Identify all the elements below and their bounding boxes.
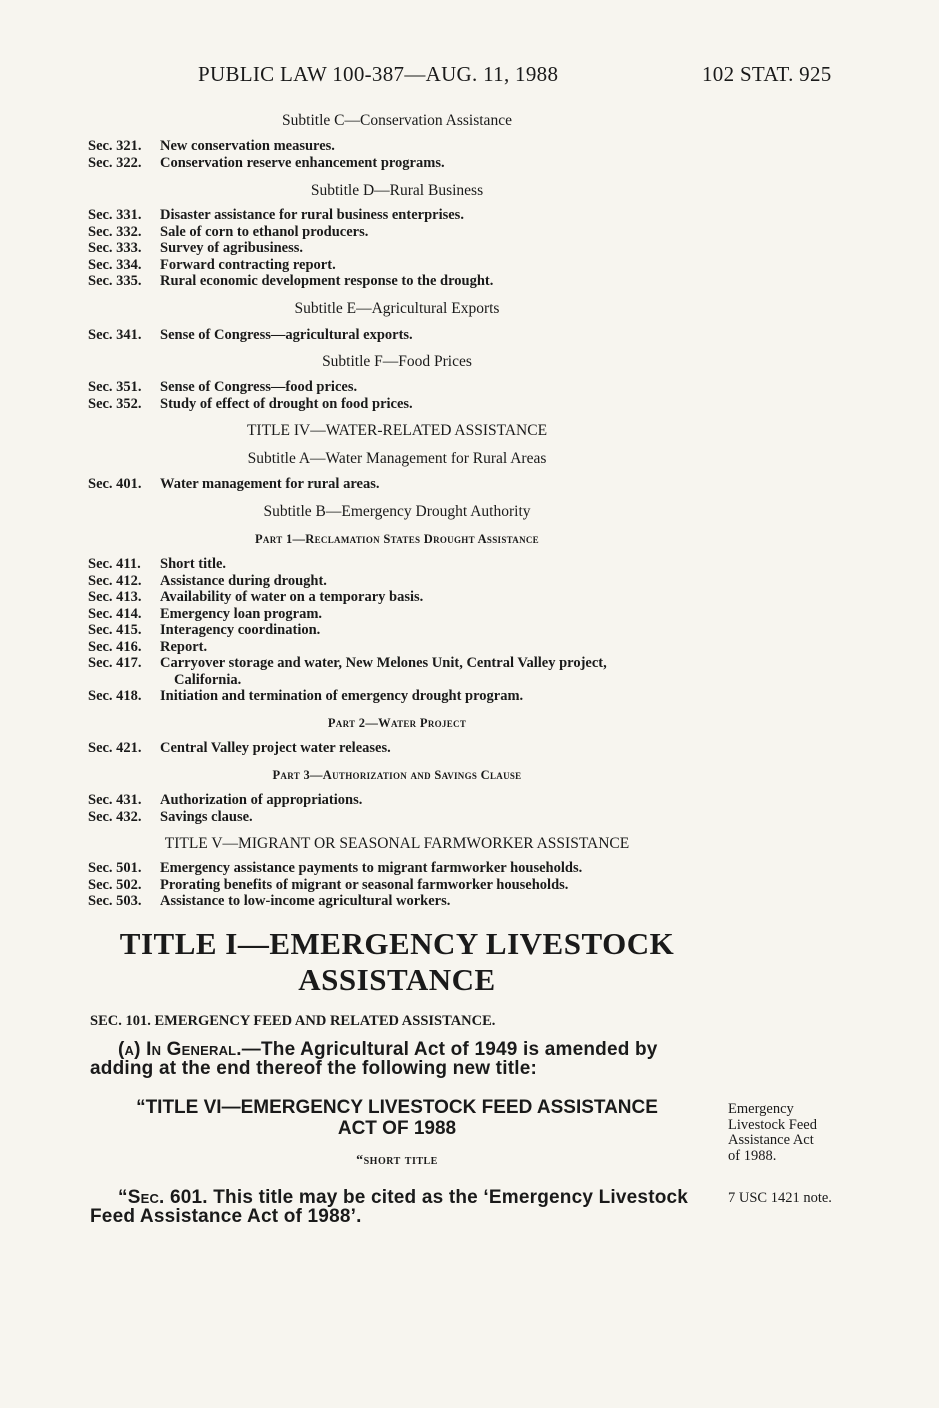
title-vi-heading [90, 1097, 704, 1139]
section-101-heading: SEC. 101. EMERGENCY FEED AND RELATED ASSISTANCE. [90, 1013, 496, 1029]
part-1-list [88, 556, 607, 705]
toc-item: Sec. 412. Assistance during drought. [88, 572, 327, 589]
margin-note-line: Emergency [728, 1101, 794, 1117]
section-601-label: “Sec. [118, 1187, 165, 1208]
title-iv-heading: TITLE IV—WATER-RELATED ASSISTANCE [246, 422, 548, 439]
title-i-line-1: TITLE I—EMERGENCY LIVESTOCK [119, 926, 675, 961]
page-number: 102 STAT. 925 [702, 62, 832, 86]
subtitle-e-list [88, 327, 413, 344]
toc-item: Sec. 431. Authorization of appropriations. [88, 792, 363, 808]
section-601 [90, 1188, 700, 1226]
subtitle-f-list [88, 379, 413, 412]
toc-item: Sec. 351. Sense of Congress—food prices. [88, 379, 358, 395]
toc-item: Sec. 341. Sense of Congress—agricultural exports. [88, 327, 413, 343]
toc-item: Sec. 331. Disaster assistance for rural business enterprises. [88, 207, 464, 223]
title-v-list [88, 860, 582, 910]
toc-item: Sec. 334. Forward contracting report. [88, 256, 336, 273]
toc-item: Sec. 335. Rural economic development response to the drought. [88, 273, 494, 289]
toc-item: Sec. 432. Savings clause. [88, 808, 253, 825]
part-3-heading: Part 3—Authorization and Savings Clause [272, 768, 522, 782]
margin-note-line: Livestock Feed [728, 1116, 817, 1133]
toc-item: Sec. 503. Assistance to low-income agricultural workers. [88, 893, 451, 909]
title-vi-line-1: “TITLE VI—EMERGENCY LIVESTOCK FEED ASSISTANCE [136, 1097, 658, 1118]
title-i-line-2: ASSISTANCE [298, 962, 496, 997]
toc-item: Sec. 415. Interagency coordination. [88, 622, 321, 638]
toc-item: Sec. 411. Short title. [88, 556, 227, 572]
title-vi-line-2: ACT OF 1988 [337, 1118, 457, 1139]
paragraph-a [90, 1040, 710, 1078]
toc-item: Sec. 418. Initiation and termination of emergency drought program. [88, 688, 524, 704]
title-i-heading [90, 926, 704, 998]
subtitle-d-heading: Subtitle D—Rural Business [310, 182, 484, 199]
title-v-heading: TITLE V—MIGRANT OR SEASONAL FARMWORKER ASSISTANCE [164, 835, 630, 852]
subtitle-a-heading: Subtitle A—Water Management for Rural Areas [247, 450, 547, 467]
subtitle-e-heading: Subtitle E—Agricultural Exports [294, 300, 500, 317]
toc-item: Sec. 352. Study of effect of drought on food prices. [88, 395, 413, 412]
toc-item: Sec. 333. Survey of agribusiness. [88, 240, 304, 256]
part-1-heading: Part 1—Reclamation States Drought Assistance [255, 532, 539, 546]
margin-note-line: Assistance Act [728, 1132, 814, 1148]
subtitle-b-heading: Subtitle B—Emergency Drought Authority [263, 503, 531, 520]
short-title-heading: “short title [356, 1153, 438, 1168]
margin-note-usc-citation: 7 USC 1421 note. [728, 1190, 832, 1206]
paragraph-a-text: —The Agricultural Act of 1949 is amended by adding at the end thereof the following new title: [90, 1039, 658, 1079]
toc-item-continuation: California. [174, 671, 242, 688]
toc-item: Sec. 414. Emergency loan program. [88, 605, 323, 622]
running-header: PUBLIC LAW 100-387—AUG. 11, 1988 [198, 62, 559, 86]
toc-item: Sec. 322. Conservation reserve enhancement programs. [88, 154, 445, 171]
part-2-list [88, 740, 391, 757]
subtitle-c-list [88, 138, 445, 171]
subtitle-f-heading: Subtitle F—Food Prices [322, 353, 472, 370]
toc-item: Sec. 401. Water management for rural areas. [88, 476, 380, 492]
paragraph-a-label: (a) In General. [118, 1039, 242, 1060]
toc-item: Sec. 321. New conservation measures. [88, 138, 335, 154]
subtitle-a-list [88, 476, 379, 493]
toc-item: Sec. 502. Prorating benefits of migrant or seasonal farmworker households. [88, 876, 569, 893]
toc-item: Sec. 413. Availability of water on a temporary basis. [88, 589, 424, 605]
toc-item: Sec. 416. Report. [88, 638, 208, 655]
toc-item: Sec. 501. Emergency assistance payments to migrant farmworker households. [88, 860, 583, 876]
toc-item: Sec. 421. Central Valley project water releases. [88, 740, 391, 756]
subtitle-c-heading: Subtitle C—Conservation Assistance [282, 112, 512, 129]
toc-item: Sec. 417. Carryover storage and water, New Melones Unit, Central Valley project, [88, 655, 607, 671]
margin-note-line: of 1988. [728, 1147, 777, 1164]
subtitle-d-list [88, 207, 493, 290]
toc-item: Sec. 332. Sale of corn to ethanol producers. [88, 223, 369, 240]
part-3-list [88, 792, 362, 825]
section-601-text: 601. This title may be cited as the ‘Emergency Livestock Feed Assistance Act of 1988’. [90, 1187, 689, 1227]
part-2-heading: Part 2—Water Project [327, 716, 467, 730]
margin-note-act-name [728, 1102, 817, 1164]
